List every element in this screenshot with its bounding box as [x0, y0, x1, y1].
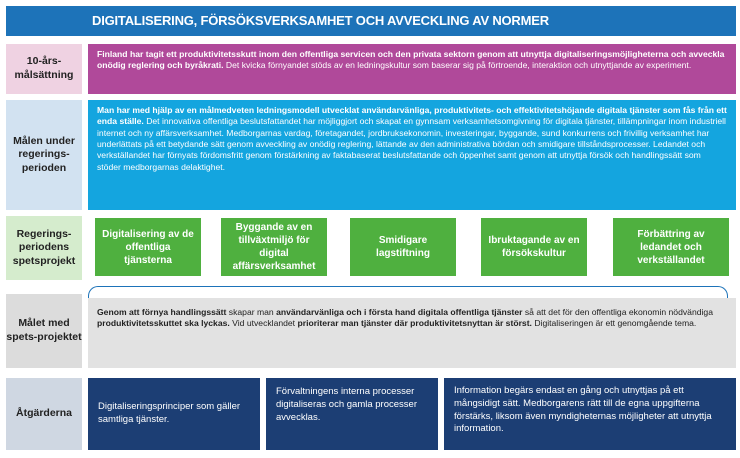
row-label-10-year-goal: 10-års-målsättning: [6, 44, 82, 94]
spets-project-ledandet: Förbättring av ledandet och verkställandet: [613, 218, 729, 276]
spets-bracket: [88, 286, 728, 298]
spets-goal-segment: skapar man: [226, 307, 277, 317]
spets-project-digitalisering: Digitalisering av de offentliga tjänsterna: [95, 218, 201, 276]
page-title: DIGITALISERING, FÖRSÖKSVERKSAMHET OCH AVVECKLING AV NORMER: [6, 6, 736, 36]
spets-goal-segment: Digitaliseringen är ett genomgående tema.: [531, 318, 697, 329]
period-goals-text: Det innovativa offentliga beslutsfattandet har möjliggjort och skapat en gynnsam verksamhetsomgivning för digitala tjänster, tillämpningar inom industriell internet och ny affärsverksamhet. Medborgarnas vardag, företagandet, jordbruksekonomin, investeringar, byggande, sund konkurrens och frivillig verksamhet har underlättats på ett betydande sätt genom avveckling av onödig reglering, lättande av den administrativa bördan och smidigare tillståndsprocesser. Ledandet och verkställandet har förnyats fördomsfritt genom förstärkning av faktabaserat beslutsfattande och öppenhet samt genom att utnyttja försök och handlingssätt som stöder medborgarnas delaktighet.: [97, 116, 726, 172]
spets-goal-segment: prioriterar man tjänster där produktivitetsnyttan är störst.: [297, 318, 532, 329]
10-year-goal-bold-text: Finland har tagit ett produktivitetsskutt inom den offentliga servicen och den privata sektorn genom att utnyttja digitaliseringsmöjligheterna och avveckla onödig reglering och byråkrati.: [97, 49, 725, 71]
spets-project-tillvaxtmiljo: Byggande av en tillväxtmiljö för digital affärsverksamhet: [221, 218, 327, 276]
spets-goal-box: [88, 298, 736, 368]
10-year-goal-text: Det kvicka förnyandet stöds av en ledningskultur som baserar sig på förtroende, interaktion och utnyttjande av experiment.: [223, 60, 692, 71]
spets-project-lagstiftning: Smidigare lagstiftning: [350, 218, 456, 276]
action-box-1: Digitaliseringsprinciper som gäller samtliga tjänster.: [88, 378, 260, 450]
spets-goal-segment: så att det för den offentliga ekonomin nödvändiga: [522, 307, 713, 317]
period-goals-box: [88, 100, 736, 210]
period-goals-bold-text: Man har med hjälp av en målmedveten ledningsmodell utvecklat användarvänliga, produktivitets- och effektivitetshöjande digitala tjänster som fås från ett enda ställe.: [97, 105, 727, 127]
spets-project-forsokskultur: Ibruktagande av en försökskultur: [481, 218, 587, 276]
action-box-2: Förvaltningens interna processer digitaliseras och gamla processer avvecklas.: [266, 378, 438, 450]
spets-goal-segment: Vid utvecklandet: [229, 318, 298, 329]
row-label-period-goals: Målen under regerings-perioden: [6, 100, 82, 210]
row-label-spets-goal: Målet med spets-projektet: [6, 294, 82, 368]
row-label-spets-projects: Regerings-periodens spetsprojekt: [6, 216, 82, 280]
spets-goal-segment: produktivitetsskuttet ska lyckas.: [97, 318, 230, 329]
spets-goal-segment: Genom att förnya handlingssätt: [97, 307, 227, 317]
spets-goal-segment: användarvänliga och i första hand digitala offentliga tjänster: [276, 307, 523, 317]
action-box-3: Information begärs endast en gång och utnyttjas på ett mångsidigt sätt. Medborgarens rätt till de egna uppgifterna förstärks, liksom även myndigheternas möjligheter att utnyttja information.: [444, 378, 736, 450]
row-label-actions: Åtgärderna: [6, 378, 82, 450]
10-year-goal-box: [88, 44, 736, 94]
